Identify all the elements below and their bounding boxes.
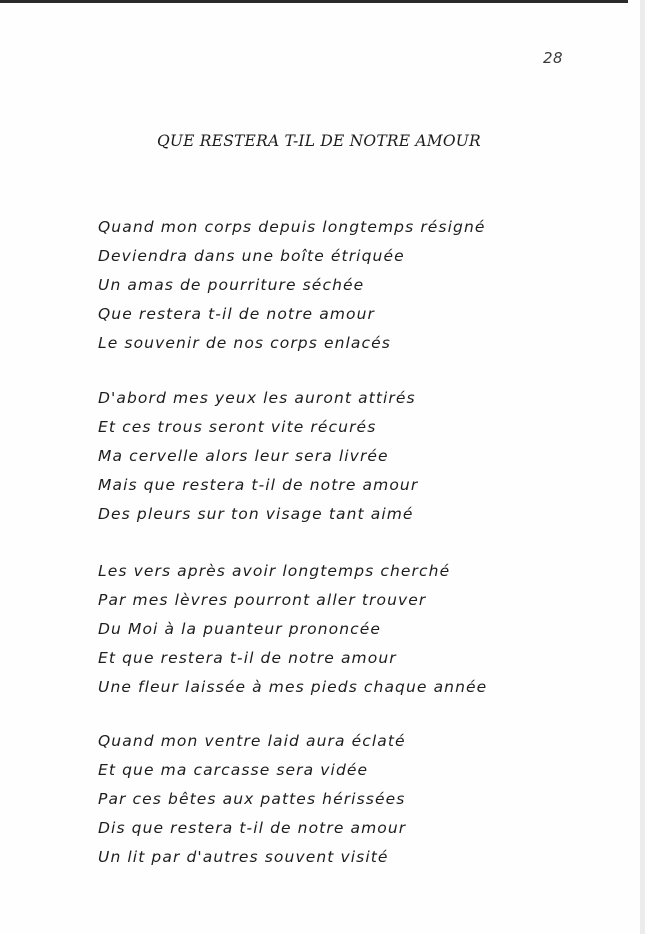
- poem-line: Une fleur laissée à mes pieds chaque année: [98, 678, 488, 696]
- poem-title: QUE RESTERA T-IL DE NOTRE AMOUR: [157, 132, 481, 150]
- poem-line: Et ces trous seront vite récurés: [98, 418, 377, 436]
- page-edge-shadow: [640, 0, 645, 934]
- poem-line: Le souvenir de nos corps enlacés: [98, 334, 391, 352]
- poem-line: Du Moi à la puanteur prononcée: [98, 620, 382, 638]
- poem-line: Quand mon ventre laid aura éclaté: [98, 732, 406, 750]
- poem-line: Dis que restera t-il de notre amour: [98, 819, 407, 837]
- poem-line: Et que ma carcasse sera vidée: [98, 761, 369, 779]
- poem-line: Un amas de pourriture séchée: [98, 276, 365, 294]
- poem-line: Et que restera t-il de notre amour: [98, 649, 397, 667]
- poem-line: Quand mon corps depuis longtemps résigné: [98, 218, 486, 236]
- poem-line: Deviendra dans une boîte étriquée: [98, 247, 405, 265]
- poem-line: D'abord mes yeux les auront attirés: [98, 389, 416, 407]
- poem-line: Que restera t-il de notre amour: [98, 305, 375, 323]
- stanza-2: [98, 384, 618, 529]
- page-number: 28: [543, 49, 564, 67]
- poem-line: Des pleurs sur ton visage tant aimé: [98, 505, 414, 523]
- poem-line: Un lit par d'autres souvent visité: [98, 848, 389, 866]
- stanza-1: [98, 213, 618, 358]
- stanza-3: [98, 557, 618, 702]
- top-border-line: [0, 0, 628, 3]
- stanza-4: [98, 727, 618, 872]
- poem-line: Mais que restera t-il de notre amour: [98, 476, 419, 494]
- poem-line: Par ces bêtes aux pattes hérissées: [98, 790, 406, 808]
- poem-line: Par mes lèvres pourront aller trouver: [98, 591, 427, 609]
- poem-line: Les vers après avoir longtemps cherché: [98, 562, 451, 580]
- poem-line: Ma cervelle alors leur sera livrée: [98, 447, 389, 465]
